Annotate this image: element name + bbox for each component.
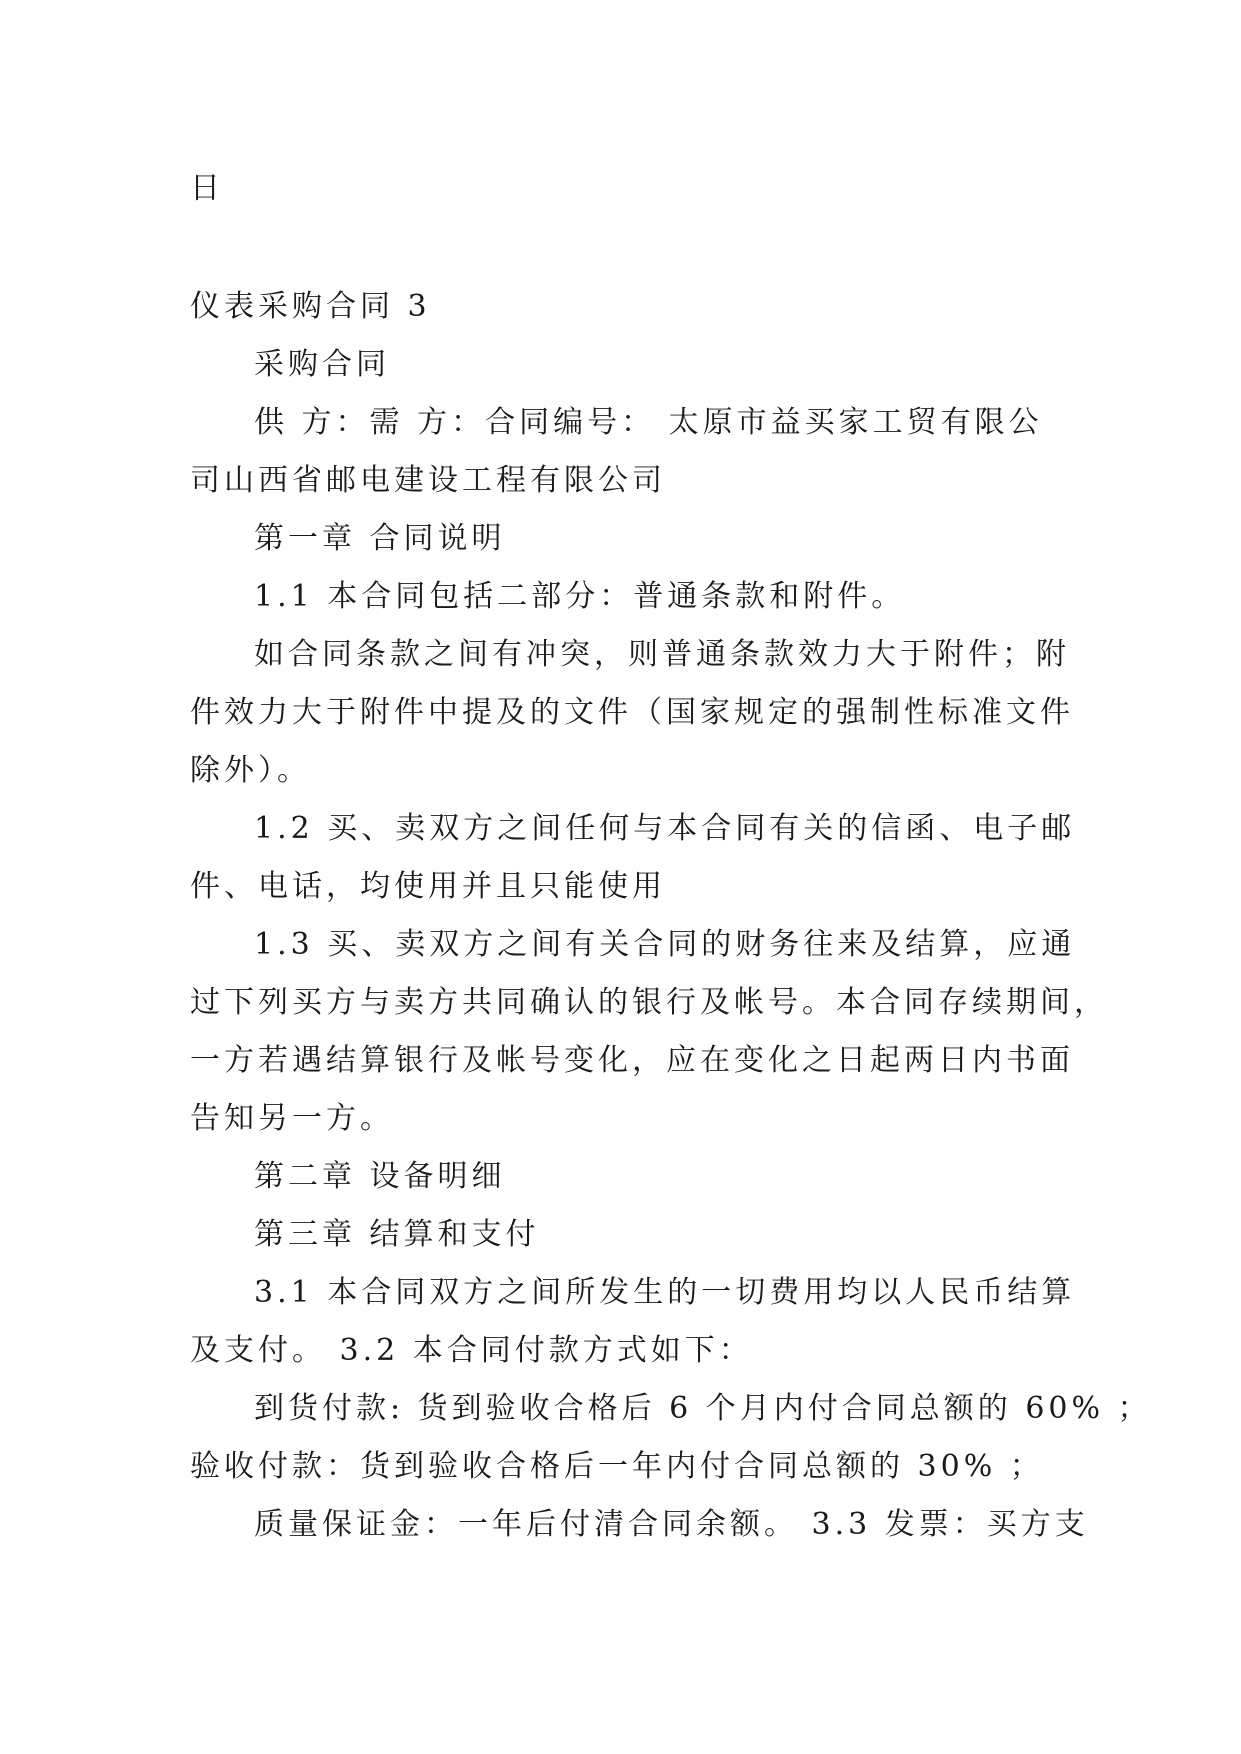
payment-on-delivery: 到货付款: 货到验收合格后 6 个月内付合同总额的 60% ； [254,1391,1152,1426]
clause-1-3-cont-3: 告知另一方。 [190,1101,394,1136]
quality-deposit: 质量保证金：一年后付清合同余额。 3.3 发票：买方支 [254,1507,1089,1542]
clause-1-3-cont-1: 过下列买方与卖方共同确认的银行及帐号。本合同存续期间， [190,985,1108,1020]
chapter-3-heading: 第三章 结算和支付 [254,1217,540,1252]
clause-1-3-cont-2: 一方若遇结算银行及帐号变化，应在变化之日起两日内书面 [190,1043,1074,1078]
clause-1-2: 1.2 买、卖双方之间任何与本合同有关的信函、电子邮 [254,811,1076,846]
paragraph-conflict-cont-2: 除外）。 [190,753,311,788]
document-title: 仪表采购合同 3 [190,289,431,324]
clause-1-1: 1.1 本合同包括二部分：普通条款和附件。 [254,579,906,614]
parties-line-cont: 司山西省邮电建设工程有限公司 [190,463,666,498]
document-body [190,160,1152,1554]
paragraph-conflict-cont-1: 件效力大于附件中提及的文件（国家规定的强制性标准文件 [190,695,1074,730]
page-fragment: 日 [190,171,224,206]
payment-on-acceptance: 验收付款：货到验收合格后一年内付合同总额的 30% ； [190,1449,1044,1484]
clause-3-1-cont: 及支付。 3.2 本合同付款方式如下： [190,1333,753,1368]
contract-heading: 采购合同 [254,347,390,382]
chapter-2-heading: 第二章 设备明细 [254,1159,506,1194]
spacer [190,218,1050,278]
chapter-1-heading: 第一章 合同说明 [254,521,506,556]
clause-3-1: 3.1 本合同双方之间所发生的一切费用均以人民币结算 [254,1275,1076,1310]
paragraph-conflict: 如合同条款之间有冲突，则普通条款效力大于附件；附 [254,637,1070,672]
parties-line: 供 方：需 方：合同编号： 太原市益买家工贸有限公 [254,405,1043,440]
clause-1-3: 1.3 买、卖双方之间有关合同的财务往来及结算，应通 [254,927,1076,962]
clause-1-2-cont: 件、电话，均使用并且只能使用 [190,869,666,904]
